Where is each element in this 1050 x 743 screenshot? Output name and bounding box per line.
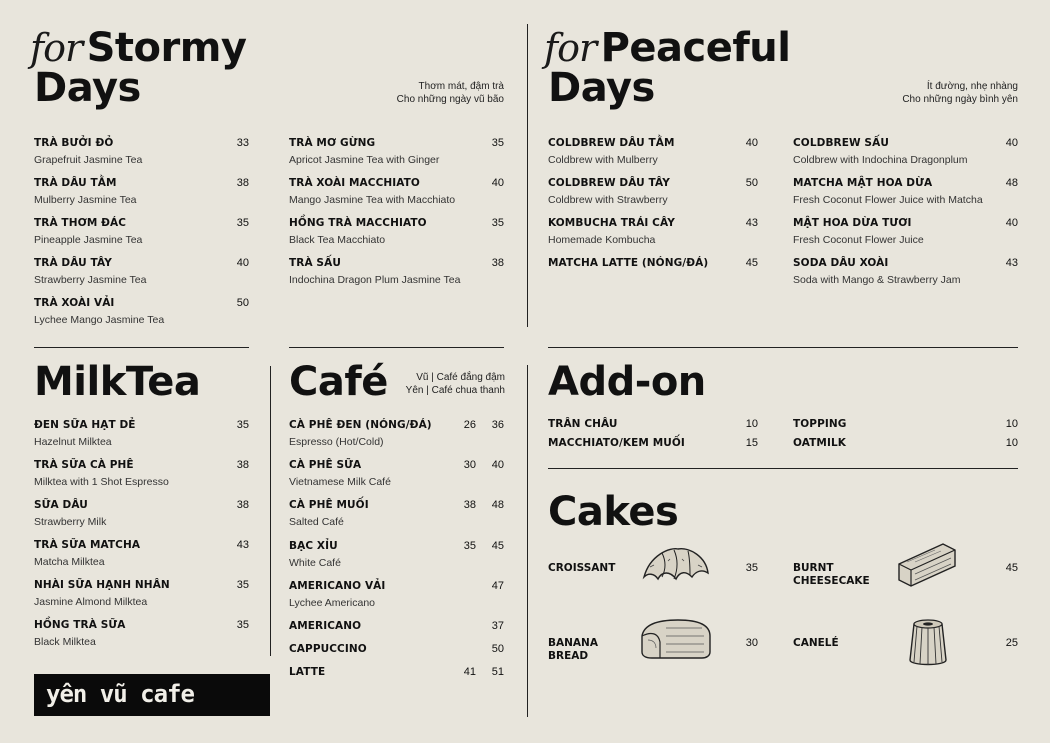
menu-item: [793, 257, 961, 286]
menu-item-description: Black Milktea: [34, 636, 96, 648]
menu-item-price: 45: [745, 257, 758, 269]
menu-item-price-yen: 37: [491, 620, 504, 632]
menu-item: [548, 177, 670, 206]
stormy-tagline: [330, 80, 504, 106]
brand-logo-text: yên vũ cafe: [46, 680, 194, 708]
menu-item-description: Mulberry Jasmine Tea: [34, 194, 137, 206]
menu-item-name: AMERICANO VẢI: [289, 580, 386, 592]
menu-item-price: 40: [491, 177, 504, 189]
menu-item-price: 10: [1005, 418, 1018, 430]
stormy-tagline-1: Thơm mát, đậm trà: [418, 81, 504, 92]
menu-item: [34, 539, 140, 568]
milktea-title: MilkTea: [34, 359, 201, 405]
menu-item-price-vu: 35: [463, 540, 476, 552]
menu-item-price-yen: 40: [491, 459, 504, 471]
menu-item-price: 33: [236, 137, 249, 149]
menu-item-price: 35: [491, 217, 504, 229]
menu-item-description: Coldbrew with Mulberry: [548, 154, 658, 166]
cheesecake-icon: [895, 540, 959, 588]
menu-item: [793, 137, 968, 166]
menu-item-price-yen: 36: [491, 419, 504, 431]
menu-item-price-vu: 30: [463, 459, 476, 471]
peaceful-tagline-2: Cho những ngày bình yên: [902, 94, 1018, 105]
menu-item: [289, 419, 432, 448]
menu-item-price-yen: 51: [491, 666, 504, 678]
menu-item-name: TRÀ SẤU: [289, 257, 341, 269]
menu-item: [793, 217, 924, 246]
menu-item-name: MATCHA MẬT HOA DỪA: [793, 177, 933, 189]
menu-item-price-yen: 47: [491, 580, 504, 592]
menu-item-price: 40: [745, 137, 758, 149]
menu-item-description: Apricot Jasmine Tea with Ginger: [289, 154, 440, 166]
menu-item-description: Black Tea Macchiato: [289, 234, 386, 246]
menu-item: [34, 459, 169, 488]
menu-item-name: COLDBREW DÂU TẰM: [548, 137, 675, 149]
cake-price: 30: [745, 637, 758, 649]
cakes-title: Cakes: [548, 489, 679, 535]
menu-item-price-yen: 45: [491, 540, 504, 552]
menu-item-description: Salted Café: [289, 516, 344, 528]
menu-item-name: KOMBUCHA TRÁI CÂY: [548, 217, 675, 229]
cake-name-line2: CHEESECAKE: [793, 575, 870, 587]
cake-price: 45: [1005, 562, 1018, 574]
menu-item-price-yen: 48: [491, 499, 504, 511]
cake-name-line2: BREAD: [548, 650, 589, 662]
cake-name-line1: BANANA: [548, 637, 598, 649]
menu-item-price: 35: [491, 137, 504, 149]
menu-item: [289, 459, 391, 488]
menu-item: [34, 217, 142, 246]
menu-item-price-yen: 50: [491, 643, 504, 655]
menu-item-price-vu: 26: [463, 419, 476, 431]
menu-item-name: TRÀ DÂU TẰM: [34, 177, 117, 189]
menu-item: [793, 418, 847, 430]
cake-name-line1: CROISSANT: [548, 562, 616, 574]
divider-milktea-top: [34, 347, 249, 348]
brand-logo: [34, 674, 270, 716]
cake-name: [548, 637, 598, 663]
menu-item: [34, 257, 146, 286]
peaceful-tagline-1: Ít đường, nhẹ nhàng: [926, 81, 1018, 92]
menu-item-price: 10: [745, 418, 758, 430]
menu-item-name: SODA DÂU XOÀI: [793, 257, 889, 269]
menu-item: [34, 619, 125, 648]
cake-name-line1: BURNT: [793, 562, 834, 574]
menu-item: [289, 643, 367, 655]
menu-item-price: 38: [491, 257, 504, 269]
bread-loaf-icon: [638, 614, 714, 662]
menu-item-price: 35: [236, 619, 249, 631]
menu-item-description: Fresh Coconut Flower Juice: [793, 234, 924, 246]
menu-item-name: LATTE: [289, 666, 326, 678]
menu-item-price: 38: [236, 499, 249, 511]
menu-item-description: Coldbrew with Strawberry: [548, 194, 668, 206]
divider-cakes-top: [548, 468, 1018, 469]
menu-item-description: Fresh Coconut Flower Juice with Matcha: [793, 194, 983, 206]
menu-item-name: MATCHA LATTE (NÓNG/ĐÁ): [548, 257, 709, 269]
menu-item-name: CÀ PHÊ MUỐI: [289, 499, 369, 511]
divider-cafe-top: [289, 347, 504, 348]
menu-item-description: Strawberry Jasmine Tea: [34, 274, 147, 286]
menu-item: [548, 437, 685, 449]
menu-item: [34, 177, 137, 206]
stormy-title-line2: Days: [34, 65, 141, 111]
menu-item-price: 40: [1005, 137, 1018, 149]
croissant-icon: [640, 543, 712, 585]
menu-item-description: Vietnamese Milk Café: [289, 476, 391, 488]
divider-milktea-cafe: [270, 366, 271, 656]
menu-item: [289, 217, 427, 246]
menu-item-description: Indochina Dragon Plum Jasmine Tea: [289, 274, 461, 286]
menu-item-price: 35: [236, 217, 249, 229]
menu-item: [34, 419, 136, 448]
menu-item-price: 38: [236, 459, 249, 471]
menu-item-description: Coldbrew with Indochina Dragonplum: [793, 154, 968, 166]
cafe-title: Café: [289, 359, 388, 405]
menu-item-name: ĐEN SỮA HẠT DẺ: [34, 419, 136, 431]
menu-item-name: COLDBREW SẤU: [793, 137, 889, 149]
menu-item-description: Strawberry Milk: [34, 516, 107, 528]
menu-item-description: Soda with Mango & Strawberry Jam: [793, 274, 961, 286]
menu-item-name: NHÀI SỮA HẠNH NHÂN: [34, 579, 170, 591]
menu-item-price: 40: [236, 257, 249, 269]
cake-name: [793, 562, 870, 588]
menu-item: [548, 217, 675, 246]
menu-item-name: MẬT HOA DỪA TƯƠI: [793, 217, 912, 229]
menu-item-name: HỒNG TRÀ SỮA: [34, 619, 126, 631]
peaceful-title-line1: Peaceful: [600, 25, 791, 71]
cake-price: 25: [1005, 637, 1018, 649]
menu-item-name: TRÀ SỮA MATCHA: [34, 539, 141, 551]
menu-item-price: 10: [1005, 437, 1018, 449]
menu-item-name: BẠC XỈU: [289, 540, 338, 552]
peaceful-script: for: [544, 26, 597, 70]
menu-item-description: Milktea with 1 Shot Espresso: [34, 476, 169, 488]
menu-item: [289, 540, 341, 569]
menu-item: [34, 297, 164, 326]
menu-item: [34, 499, 106, 528]
divider-center-top: [527, 24, 528, 327]
menu-item-description: White Café: [289, 557, 341, 569]
menu-item-description: Lychee Americano: [289, 597, 375, 609]
cafe-tagline: [380, 371, 505, 397]
menu-item-name: AMERICANO: [289, 620, 362, 632]
menu-item: [793, 437, 846, 449]
menu-item-price-vu: 41: [463, 666, 476, 678]
menu-item-price: 43: [745, 217, 758, 229]
menu-item-name: MACCHIATO/KEM MUỐI: [548, 437, 685, 449]
menu-item-price: 50: [745, 177, 758, 189]
menu-item: [289, 257, 460, 286]
menu-item-name: SỮA DÂU: [34, 499, 88, 511]
stormy-title-line1: Stormy: [86, 25, 247, 71]
menu-item: [289, 177, 455, 206]
menu-item-price: 43: [1005, 257, 1018, 269]
menu-item-name: OATMILK: [793, 437, 846, 449]
menu-item-description: Espresso (Hot/Cold): [289, 436, 384, 448]
menu-item: [548, 418, 618, 430]
menu-item-name: CÀ PHÊ ĐEN (NÓNG/ĐÁ): [289, 419, 432, 431]
menu-item-description: Hazelnut Milktea: [34, 436, 112, 448]
menu-item: [289, 666, 325, 678]
menu-item-price: 40: [1005, 217, 1018, 229]
menu-item-name: HỒNG TRÀ MACCHIATO: [289, 217, 427, 229]
menu-item-description: Pineapple Jasmine Tea: [34, 234, 143, 246]
menu-item: [34, 579, 170, 608]
menu-item: [289, 580, 385, 609]
menu-item: [548, 257, 708, 269]
menu-item-name: TRÀ DÂU TÂY: [34, 257, 112, 269]
stormy-tagline-2: Cho những ngày vũ bão: [396, 94, 504, 105]
menu-item-price-vu: 38: [463, 499, 476, 511]
menu-item-description: Grapefruit Jasmine Tea: [34, 154, 143, 166]
menu-item-price: 48: [1005, 177, 1018, 189]
menu-item-description: Lychee Mango Jasmine Tea: [34, 314, 165, 326]
addon-title: Add-on: [548, 359, 706, 405]
peaceful-title: [544, 25, 791, 111]
stormy-title: [30, 25, 247, 111]
menu-item-description: Homemade Kombucha: [548, 234, 656, 246]
cake-name: [793, 637, 839, 650]
menu-item: [793, 177, 983, 206]
menu-item: [289, 620, 361, 632]
menu-item-price: 43: [236, 539, 249, 551]
menu-item-price: 50: [236, 297, 249, 309]
cafe-tagline-1: Vũ | Café đắng đậm: [416, 372, 505, 383]
menu-item-price: 15: [745, 437, 758, 449]
cafe-tagline-2: Yên | Café chua thanh: [405, 385, 505, 396]
cake-name: [548, 562, 615, 575]
peaceful-tagline: [840, 80, 1018, 106]
menu-item-name: COLDBREW DÂU TÂY: [548, 177, 670, 189]
stormy-script: for: [30, 26, 83, 70]
menu-item-description: Matcha Milktea: [34, 556, 105, 568]
menu-item-name: TRÀ THƠM ĐÁC: [34, 217, 127, 229]
menu-item-price: 35: [236, 419, 249, 431]
menu-item-name: TOPPING: [793, 418, 847, 430]
menu-item-name: TRÂN CHÂU: [548, 418, 618, 430]
canele-icon: [906, 616, 950, 670]
divider-center-bottom: [527, 365, 528, 717]
menu-item-name: TRÀ BƯỞI ĐỎ: [34, 137, 114, 149]
peaceful-title-line2: Days: [548, 65, 655, 111]
menu-item: [34, 137, 142, 166]
menu-item-price: 35: [236, 579, 249, 591]
menu-item-description: Mango Jasmine Tea with Macchiato: [289, 194, 456, 206]
menu-item-description: Jasmine Almond Milktea: [34, 596, 148, 608]
menu-item-name: CÀ PHÊ SỮA: [289, 459, 362, 471]
menu-item: [289, 137, 439, 166]
menu-item-name: CAPPUCCINO: [289, 643, 367, 655]
menu-item-name: TRÀ MƠ GỪNG: [289, 137, 376, 149]
menu-item-name: TRÀ XOÀI VẢI: [34, 297, 115, 309]
cake-price: 35: [745, 562, 758, 574]
menu-item-name: TRÀ XOÀI MACCHIATO: [289, 177, 420, 189]
menu-item: [289, 499, 369, 528]
menu-item: [548, 137, 675, 166]
menu-item-name: TRÀ SỮA CÀ PHÊ: [34, 459, 134, 471]
divider-addon-top: [548, 347, 1018, 348]
cake-name-line1: CANELÉ: [793, 637, 839, 649]
menu-item-price: 38: [236, 177, 249, 189]
